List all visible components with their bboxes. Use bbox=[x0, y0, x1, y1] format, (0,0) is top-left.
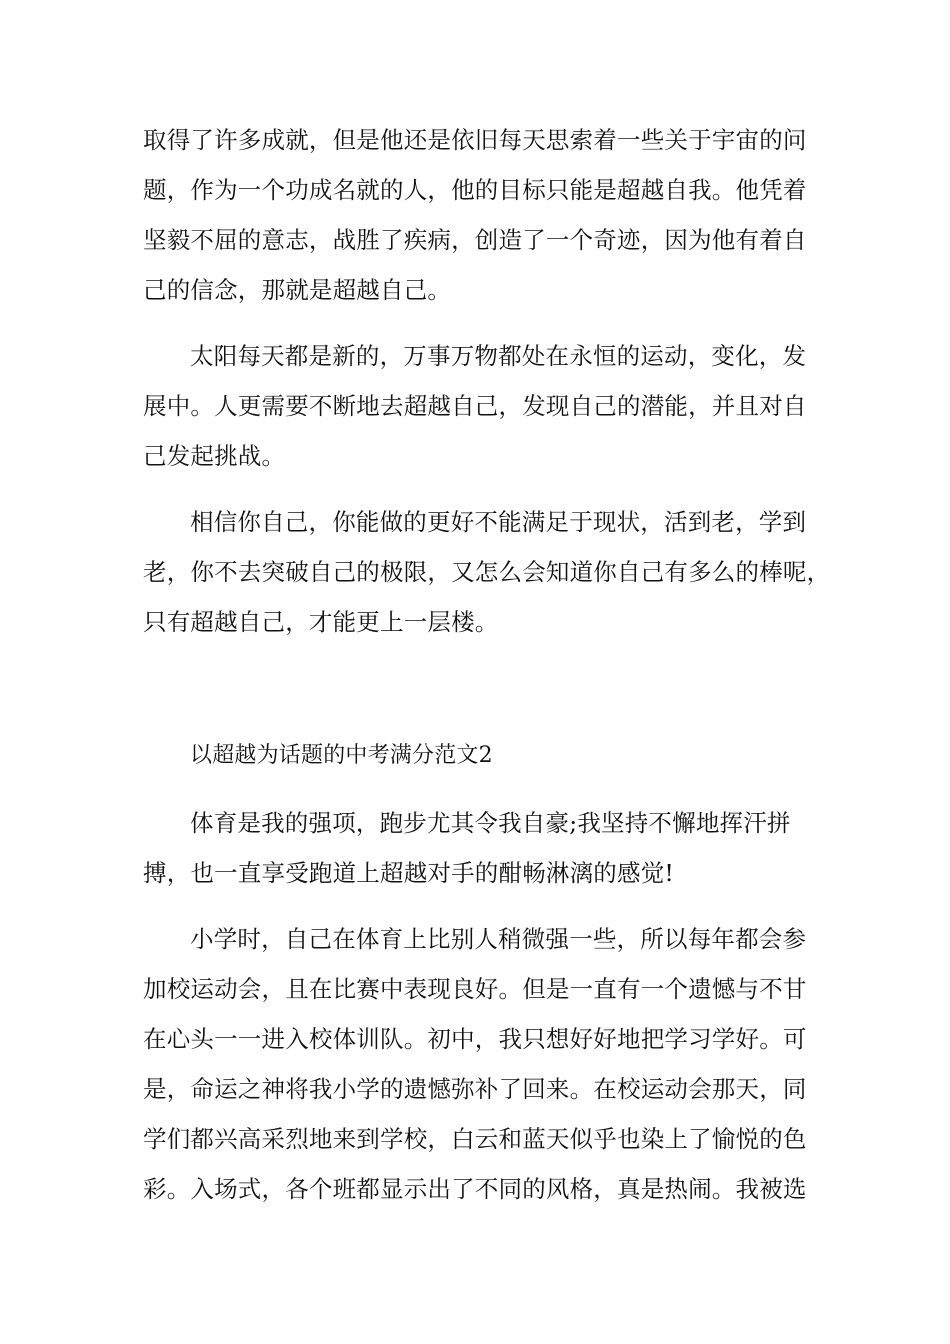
text-line: 太阳每天都是新的，万事万物都处在永恒的运动，变化，发 bbox=[190, 342, 807, 370]
text-line: 是，命运之神将我小学的遗憾弥补了回来。在校运动会那天，同 bbox=[143, 1075, 807, 1103]
text-line: 在心头一一进入校体训队。初中，我只想好好地把学习学好。可 bbox=[143, 1025, 807, 1053]
text-line: 老，你不去突破自己的极限，又怎么会知道你自己有多么的棒呢， bbox=[143, 558, 831, 586]
text-line: 己的信念，那就是超越自己。 bbox=[143, 276, 452, 304]
text-line: 加校运动会，且在比赛中表现良好。但是一直有一个遗憾与不甘 bbox=[143, 975, 807, 1003]
section-title: 以超越为话题的中考满分范文2 bbox=[190, 743, 493, 768]
text-line: 体育是我的强项，跑步尤其令我自豪;我坚持不懈地挥汗拼 bbox=[190, 809, 791, 837]
text-line: 学们都兴高采烈地来到学校，白云和蓝天似乎也染上了愉悦的色 bbox=[143, 1125, 807, 1153]
text-line: 小学时，自己在体育上比别人稍微强一些，所以每年都会参 bbox=[190, 925, 807, 953]
text-line: 相信你自己，你能做的更好不能满足于现状，活到老，学到 bbox=[190, 508, 807, 536]
text-line: 坚毅不屈的意志，战胜了疾病，创造了一个奇迹，因为他有着自 bbox=[143, 226, 807, 254]
text-line: 取得了许多成就，但是他还是依旧每天思索着一些关于宇宙的问 bbox=[143, 126, 807, 154]
text-line: 搏，也一直享受跑道上超越对手的酣畅淋漓的感觉! bbox=[143, 859, 675, 887]
text-line: 己发起挑战。 bbox=[143, 442, 286, 470]
text-line: 题，作为一个功成名就的人，他的目标只能是超越自我。他凭着 bbox=[143, 176, 807, 204]
text-line: 彩。入场式，各个班都显示出了不同的风格，真是热闹。我被选 bbox=[143, 1175, 807, 1203]
text-line: 只有超越自己，才能更上一层楼。 bbox=[143, 608, 499, 636]
text-line: 展中。人更需要不断地去超越自己，发现自己的潜能，并且对自 bbox=[143, 392, 807, 420]
